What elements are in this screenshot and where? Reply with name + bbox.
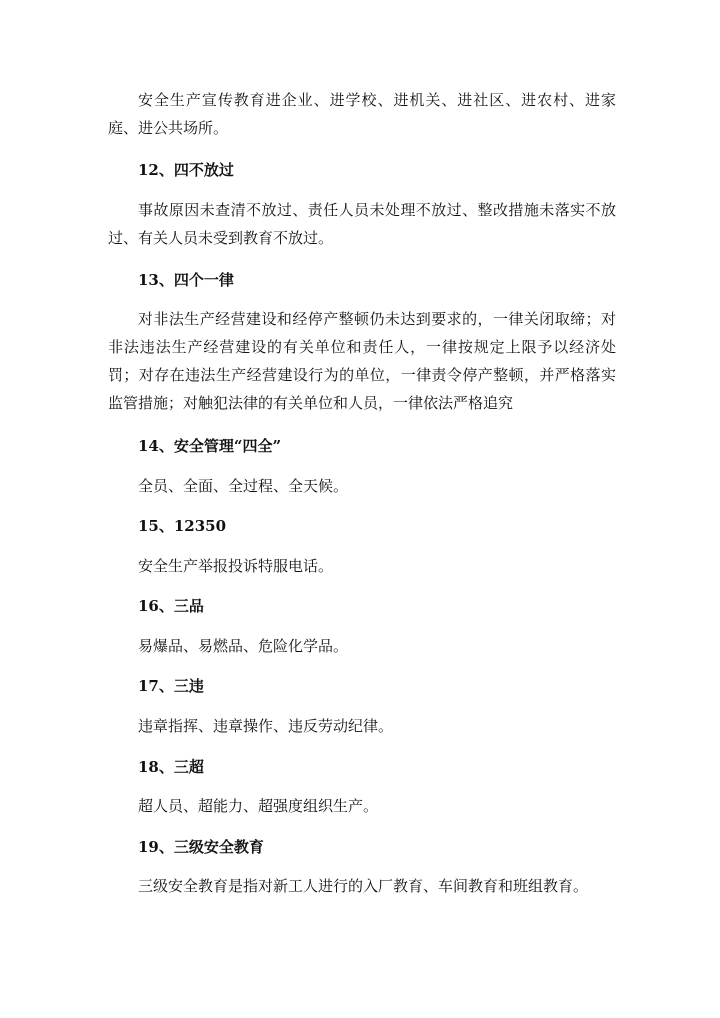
heading-four-always: 13、四个一律	[138, 271, 234, 289]
heading-four-all: 14、安全管理“四全”	[138, 437, 282, 455]
paragraph-four-not-let-go: 事故原因未查清不放过、责任人员未处理不放过、整改措施未落实不放过、有关人员未受到教育不放过。	[108, 201, 616, 247]
paragraph-public-places: 安全生产宣传教育进企业、进学校、进机关、进社区、进农村、进家庭、进公共场所。	[108, 91, 616, 137]
heading-three-level-education: 19、三级安全教育	[138, 838, 264, 856]
heading-three-violations: 17、三违	[138, 677, 204, 695]
heading-three-products: 16、三品	[138, 597, 204, 615]
heading-four-not-let-go: 12、四不放过	[138, 161, 234, 179]
paragraph-four-all: 全员、全面、全过程、全天候。	[138, 477, 349, 495]
paragraph-three-excesses: 超人员、超能力、超强度组织生产。	[138, 797, 379, 815]
paragraph-four-always: 对非法生产经营建设和经停产整顿仍未达到要求的，一律关闭取缔；对非法违法生产经营建设的有关单位和责任人，一律按规定上限予以经济处罚；对存在违法生产经营建设行为的单位，一律责令停产整顿，并严格落实监管措施；对触犯法律的有关单位和人员，一律依法严格追究	[108, 310, 616, 412]
paragraph-three-violations: 违章指挥、违章操作、违反劳动纪律。	[138, 717, 394, 735]
paragraph-three-level-education: 三级安全教育是指对新工人进行的入厂教育、车间教育和班组教育。	[138, 877, 589, 895]
heading-three-excesses: 18、三超	[138, 758, 204, 776]
heading-12350: 15、12350	[138, 517, 227, 535]
paragraph-12350: 安全生产举报投诉特服电话。	[138, 557, 334, 575]
paragraph-three-products: 易爆品、易燃品、危险化学品。	[138, 637, 349, 655]
